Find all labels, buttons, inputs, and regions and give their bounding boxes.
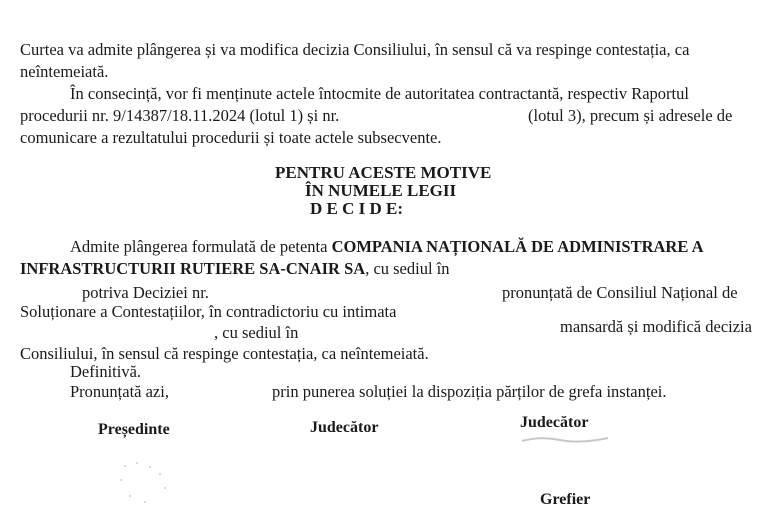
paragraph1-line1: Curtea va admite plângerea și va modifica decizia Consiliului, în sensul că va respinge contestația, ca <box>20 40 690 59</box>
heading-line3: D E C I D E: <box>310 199 404 218</box>
signature-presedinte-label: Președinte <box>98 421 170 438</box>
paragraph2-line3: comunicare a rezultatului procedurii și toate actele subsecvente. <box>20 128 442 147</box>
signature-judecator1-label: Judecător <box>310 419 379 436</box>
signature-judecator2-label: Judecător <box>520 414 589 431</box>
paragraph1-line2: neîntemeiată. <box>20 62 109 81</box>
decision-pronuntata-right: prin punerea soluției la dispoziția părților de grefa instanței. <box>272 382 667 401</box>
paragraph2-line2-left: procedurii nr. 9/14387/18.11.2024 (lotul 1) și nr. <box>20 106 340 125</box>
decision-definitiva: Definitivă. <box>70 362 142 381</box>
decision-petitioner-name-part2: INFRASTRUCTURII RUTIERE SA-CNAIR SA <box>20 259 366 278</box>
decision-line5-left: , cu sediul în <box>214 323 299 342</box>
decision-line3-left: potriva Deciziei nr. <box>82 283 209 302</box>
paragraph2-line2-right: (lotul 3), precum și adresele de <box>528 106 733 125</box>
paragraph2-line1: În consecință, vor fi menținute actele întocmite de autoritatea contractantă, respectiv Raportul <box>70 84 689 103</box>
decision-petitioner-name-part1: COMPANIA NAȚIONALĂ DE ADMINISTRARE A <box>331 237 704 256</box>
decision-line6: Consiliului, în sensul că respinge contestația, ca neîntemeiată. <box>20 344 429 363</box>
stamp-residue <box>115 458 175 508</box>
decision-line1-prefix: Admite plângerea formulată de petenta <box>70 237 328 256</box>
heading-line2: ÎN NUMELE LEGII <box>305 181 457 200</box>
heading-line1: PENTRU ACESTE MOTIVE <box>275 163 492 182</box>
decision-line1 <box>70 237 704 257</box>
decision-line4: Soluționare a Contestațiilor, în contradictoriu cu intimata <box>20 302 397 321</box>
decision-line2-rest: , cu sediul în <box>365 259 450 278</box>
decision-line2 <box>20 259 450 279</box>
decision-line3-right: pronunțată de Consiliul Național de <box>502 283 738 302</box>
signature-scribble <box>520 432 610 446</box>
signature-grefier-label: Grefier <box>540 491 591 508</box>
decision-pronuntata-left: Pronunțată azi, <box>70 382 169 401</box>
decision-line5-right: mansardă și modifică decizia <box>560 317 752 336</box>
